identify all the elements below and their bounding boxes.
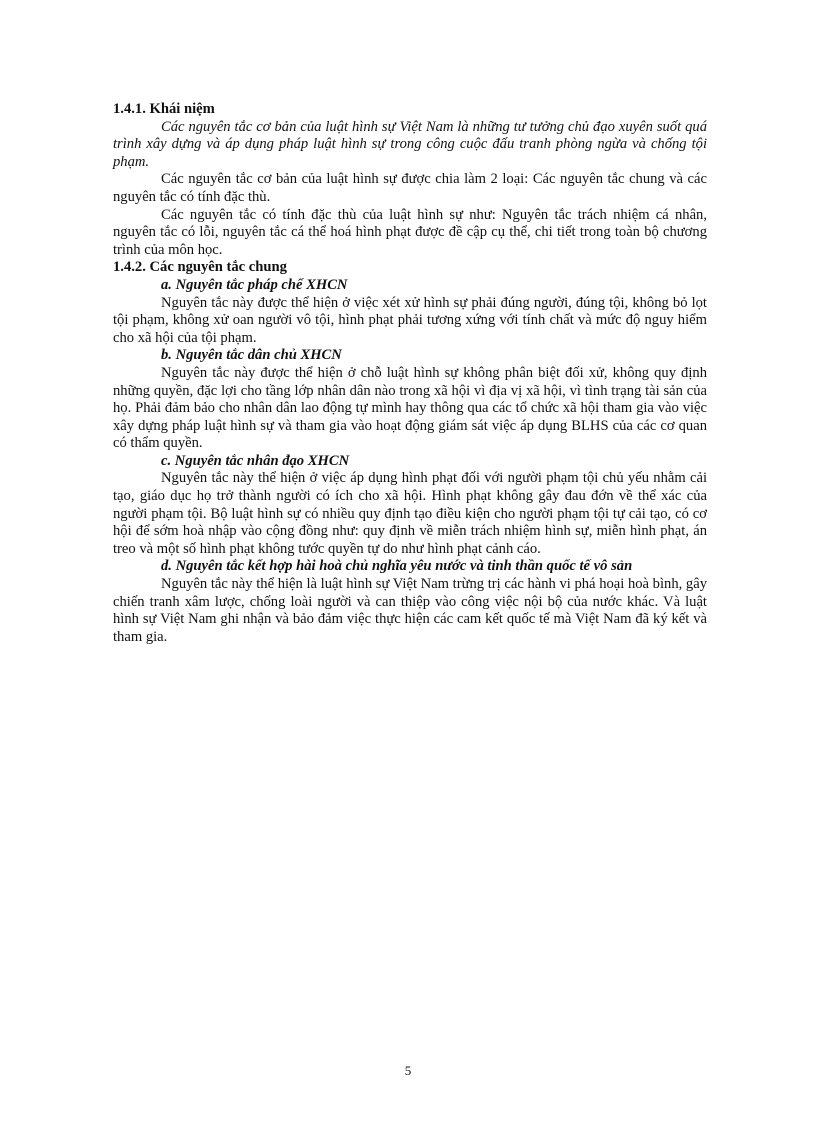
section-heading-1-4-1: 1.4.1. Khái niệm: [113, 101, 215, 117]
principle-d-body: Nguyên tắc này thể hiện là luật hình sự Việt Nam trừng trị các hành vi phá hoại hoà bình, gây chiến tranh xâm lược, chống loài người và can thiệp vào công việc nội bộ của nước khác. Và luật hình sự Việt Nam ghi nhận và bảo đảm việc thực hiện các cam kết quốc tế mà Việt Nam đã ký kết và tham gia.: [113, 576, 707, 645]
classification-paragraph: Các nguyên tắc cơ bản của luật hình sự được chia làm 2 loại: Các nguyên tắc chung và các nguyên tắc có tính đặc thù.: [113, 171, 707, 205]
principle-c-title: c. Nguyên tắc nhân đạo XHCN: [161, 452, 350, 469]
principle-b-title: b. Nguyên tắc dân chủ XHCN: [161, 347, 342, 364]
principle-c-body: Nguyên tắc này thể hiện ở việc áp dụng hình phạt đối với người phạm tội chủ yếu nhằm cải tạo, giáo dục họ trở thành người có ích cho xã hội. Hình phạt không gây đau đớn về thể xác của người phạm tội. Bộ luật hình sự có nhiều quy định tạo điều kiện cho người phạm tội tự cải tạo, có cơ hội để sớm hoà nhập vào cộng đồng như: quy định về miễn trách nhiệm hình sự, miễn hình phạt, án treo và một số hình phạt không tước quyền tự do như hình phạt cảnh cáo.: [113, 470, 707, 557]
special-principles-paragraph: Các nguyên tắc có tính đặc thù của luật hình sự như: Nguyên tắc trách nhiệm cá nhân, nguyên tắc có lỗi, nguyên tắc cá thể hoá hình phạt được đề cập cụ thể, chi tiết trong toàn bộ chương trình của môn học.: [113, 206, 707, 258]
section-heading-1-4-2: 1.4.2. Các nguyên tắc chung: [113, 259, 287, 276]
principle-a-title: a. Nguyên tắc pháp chế XHCN: [161, 276, 348, 293]
principle-d-title: d. Nguyên tắc kết hợp hài hoà chủ nghĩa yêu nước và tinh thần quốc tế vô sản: [161, 558, 633, 575]
definition-paragraph: Các nguyên tắc cơ bản của luật hình sự Việt Nam là những tư tưởng chủ đạo xuyên suốt quá trình xây dựng và áp dụng pháp luật hình sự trong công cuộc đấu tranh phòng ngừa và chống tội phạm.: [113, 118, 707, 170]
principle-a-body: Nguyên tắc này được thể hiện ở việc xét xử hình sự phải đúng người, đúng tội, không bỏ lọt tội phạm, không xử oan người vô tội, hình phạt phải tương xứng với tính chất và mức độ nguy hiểm cho xã hội của tội phạm.: [113, 294, 707, 346]
page-number: 5: [404, 1063, 412, 1078]
principle-b-body: Nguyên tắc này được thể hiện ở chỗ luật hình sự không phân biệt đối xử, không quy định những quyền, đặc lợi cho tầng lớp nhân dân nào trong xã hội vì địa vị xã hội, vì tình trạng tài sản của họ. Phải đảm bảo cho nhân dân lao động tự mình hay thông qua các tổ chức xã hội tham gia vào việc xây dựng pháp luật hình sự và tham gia vào hoạt động giám sát việc áp dụng BLHS của các cơ quan có thẩm quyền.: [113, 364, 707, 452]
page-content: [113, 101, 707, 646]
